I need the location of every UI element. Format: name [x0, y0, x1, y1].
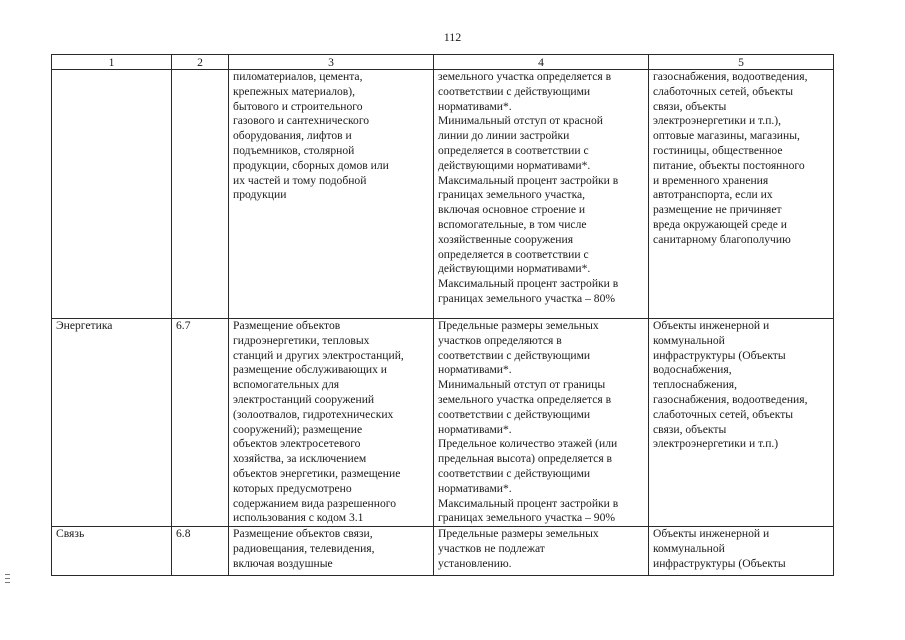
cell-text-line: определяется в соответствии с [438, 247, 589, 261]
cell-text-line: гостиницы, общественное [653, 143, 783, 157]
cell-text-line: радиовещания, телевидения, [233, 541, 375, 555]
cell-text-line: нормативами*. [438, 481, 512, 495]
cell-text-line: подъемников, столярной [233, 143, 355, 157]
cell-text-line: гидроэнергетики, тепловых [233, 333, 370, 347]
cell-text-line: размещение обслуживающих и [233, 363, 388, 377]
cell-text-line: оборудования, лифтов и [233, 129, 352, 143]
cell-text-line: автотранспорта, если их [653, 188, 773, 202]
use-description-cell [229, 319, 434, 527]
cell-text-line: которых предусмотрено [233, 481, 352, 495]
cell-text-line: предельная высота) определяется в [438, 452, 613, 466]
cell-text-line: хозяйственные сооружения [438, 232, 574, 246]
cell-text-line: Размещение объектов связи, [233, 527, 373, 541]
cell-text-line: вреда окружающей среде и [653, 217, 788, 231]
cell-text-line: Минимальный отступ от красной [438, 114, 603, 128]
cell-text-line: границах земельного участка – 80% [438, 291, 616, 305]
column-header-5: 5 [649, 55, 834, 70]
cell-text-line: объектов электросетевого [233, 437, 361, 451]
cell-text-line: крепежных материалов), [233, 84, 356, 98]
page-number: 112 [443, 30, 462, 44]
cell-text-line: земельного участка определяется в [438, 392, 612, 406]
table-row [52, 527, 834, 576]
cell-text-line: соответствии с действующими [438, 84, 591, 98]
cell-text-line: установлению. [438, 556, 512, 570]
cell-text-line: слаботочных сетей, объекты [653, 407, 794, 421]
cell-text-line: бытового и строительного [233, 99, 363, 113]
cell-text-line: газоснабжения, водоотведения, [653, 392, 808, 406]
cell-text-line: нормативами*. [438, 99, 512, 113]
cell-text-line: электроэнергетики и т.п.), [653, 114, 782, 128]
cell-text-line: использования с кодом 3.1 [233, 511, 364, 525]
column-header-1: 1 [52, 55, 172, 70]
cell-text-line: санитарному благополучию [653, 232, 791, 246]
use-description-cell [229, 527, 434, 576]
cell-text-line: Объекты инженерной и [653, 319, 770, 332]
cell-text-line: Минимальный отступ от границы [438, 378, 606, 392]
cell-text-line: (золоотвалов, гидротехнических [233, 407, 394, 421]
cell-text-line: соответствии с действующими [438, 348, 591, 362]
table-header-row [52, 55, 834, 70]
cell-text-line: нормативами*. [438, 363, 512, 377]
scan-margin-mark [5, 574, 10, 583]
cell-text-line: станций и других электростанций, [233, 348, 404, 362]
cell-text-line: электроэнергетики и т.п.) [653, 437, 779, 451]
column-header-4: 4 [434, 55, 649, 70]
cell-text-line: действующими нормативами*. [438, 158, 591, 172]
cell-text-line: участков не подлежат [438, 541, 545, 555]
cell-text-line: границах земельного участка – 90% [438, 511, 616, 525]
use-code-cell [172, 70, 229, 319]
cell-text-line: газового и сантехнического [233, 114, 370, 128]
cell-text-line: теплоснабжения, [653, 378, 738, 392]
column-header-2: 2 [172, 55, 229, 70]
cell-text-line: инфраструктуры (Объекты [653, 556, 786, 570]
cell-text-line: объектов энергетики, размещение [233, 466, 401, 480]
cell-text-line: электростанций сооружений [233, 392, 375, 406]
cell-text-line: Предельные размеры земельных [438, 527, 599, 541]
cell-text-line: их частей и тому подобной [233, 173, 367, 187]
cell-text-line: Максимальный процент застройки в [438, 496, 619, 510]
table-row [52, 319, 834, 527]
cell-text-line: соответствии с действующими [438, 407, 591, 421]
cell-text-line: слаботочных сетей, объекты [653, 84, 794, 98]
cell-text-line: соответствии с действующими [438, 466, 591, 480]
cell-text-line: и временного хранения [653, 173, 769, 187]
cell-text-line: продукции, сборных домов или [233, 158, 389, 172]
cell-text-line: Предельные размеры земельных [438, 319, 599, 332]
use-name: Энергетика [56, 319, 113, 332]
use-description-cell [229, 70, 434, 319]
conditional-uses-cell [649, 70, 834, 319]
cell-text-line: связи, объекты [653, 99, 727, 113]
cell-text-line: продукции [233, 188, 287, 202]
cell-text-line: содержанием вида разрешенного [233, 496, 397, 510]
cell-text-line: сооружений); размещение [233, 422, 363, 436]
cell-text-line: инфраструктуры (Объекты [653, 348, 786, 362]
land-use-table [51, 54, 834, 576]
cell-text-line: Максимальный процент застройки в [438, 173, 619, 187]
cell-text-line: Предельное количество этажей (или [438, 437, 618, 451]
cell-text-line: пиломатериалов, цемента, [233, 70, 363, 83]
cell-text-line: хозяйства, за исключением [233, 452, 367, 466]
column-header-3: 3 [229, 55, 434, 70]
cell-text-line: определяется в соответствии с [438, 143, 589, 157]
use-name-cell [52, 319, 172, 527]
cell-text-line: коммунальной [653, 333, 725, 347]
cell-text-line: включая основное строение и [438, 203, 586, 217]
parameters-cell [434, 70, 649, 319]
cell-text-line: линии до линии застройки [438, 129, 570, 143]
use-code: 6.7 [176, 319, 191, 332]
cell-text-line: вспомогательных для [233, 378, 340, 392]
use-code-cell [172, 319, 229, 527]
table-row [52, 70, 834, 319]
cell-text-line: газоснабжения, водоотведения, [653, 70, 808, 83]
use-name: Связь [56, 527, 85, 541]
use-name-cell [52, 527, 172, 576]
use-name-cell [52, 70, 172, 319]
cell-text-line: границах земельного участка, [438, 188, 586, 202]
cell-text-line: Максимальный процент застройки в [438, 277, 619, 291]
cell-text-line: питание, объекты постоянного [653, 158, 805, 172]
cell-text-line: водоснабжения, [653, 363, 732, 377]
cell-text-line: размещение не причиняет [653, 203, 782, 217]
cell-text-line: вспомогательные, в том числе [438, 217, 587, 231]
cell-text-line: земельного участка определяется в [438, 70, 612, 83]
cell-text-line: коммунальной [653, 541, 725, 555]
cell-text-line: участков определяются в [438, 333, 562, 347]
parameters-cell [434, 319, 649, 527]
parameters-cell [434, 527, 649, 576]
cell-text-line: действующими нормативами*. [438, 262, 591, 276]
conditional-uses-cell [649, 527, 834, 576]
cell-text-line: включая воздушные [233, 556, 333, 570]
use-code-cell [172, 527, 229, 576]
cell-text-line: связи, объекты [653, 422, 727, 436]
cell-text-line: Размещение объектов [233, 319, 341, 332]
use-code: 6.8 [176, 527, 191, 541]
conditional-uses-cell [649, 319, 834, 527]
cell-text-line: нормативами*. [438, 422, 512, 436]
cell-text-line: оптовые магазины, магазины, [653, 129, 800, 143]
cell-text-line: Объекты инженерной и [653, 527, 770, 541]
